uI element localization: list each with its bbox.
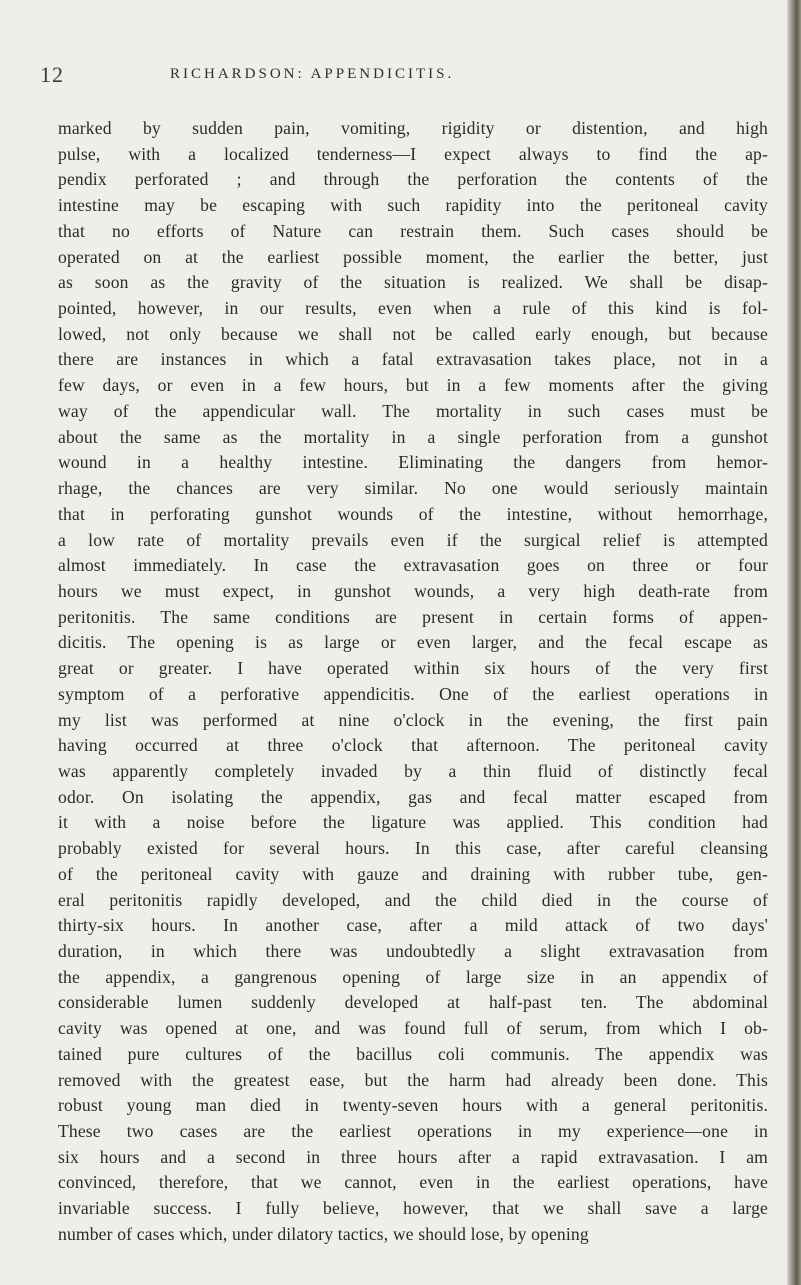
text-line: pulse, with a localized tenderness—I expect always to find the ap- [58,143,768,164]
text-line: that in perforating gunshot wounds of the intestine, without hemorrhage, [58,503,768,524]
text-line: These two cases are the earliest operations in my experience—one in [58,1121,768,1142]
text-line: was apparently completely invaded by a thin fluid of distinctly fecal [58,760,768,781]
text-line: peritonitis. The same conditions are present in certain forms of appen- [58,606,768,627]
text-line: convinced, therefore, that we cannot, even in the earliest operations, have [58,1172,768,1193]
text-line: a low rate of mortality prevails even if the surgical relief is attempted [58,529,768,550]
text-line: dicitis. The opening is as large or even larger, and the fecal escape as [58,632,768,653]
text-line: cavity was opened at one, and was found full of serum, from which I ob- [58,1018,768,1039]
text-line: wound in a healthy intestine. Eliminating the dangers from hemor- [58,452,768,473]
text-line: lowed, not only because we shall not be called early enough, but because [58,323,768,344]
text-line: pointed, however, in our results, even when a rule of this kind is fol- [58,298,768,319]
page-header [40,62,770,92]
text-line: the appendix, a gangrenous opening of large size in an appendix of [58,966,768,987]
text-line: almost immediately. In case the extravasation goes on three or four [58,555,768,576]
text-line: eral peritonitis rapidly developed, and the child died in the course of [58,889,768,910]
text-line: symptom of a perforative appendicitis. One of the earliest operations in [58,683,768,704]
page-number: 12 [40,62,64,87]
text-line: removed with the greatest ease, but the harm had already been done. This [58,1069,768,1090]
text-line: that no efforts of Nature can restrain them. Such cases should be [58,220,768,241]
text-line: invariable success. I fully believe, however, that we shall save a large [58,1198,768,1219]
text-line: thirty-six hours. In another case, after a mild attack of two days' [58,915,768,936]
text-line: way of the appendicular wall. The mortality in such cases must be [58,400,768,421]
body-text [58,116,768,1248]
text-line: probably existed for several hours. In this case, after careful cleansing [58,838,768,859]
text-line: it with a noise before the ligature was applied. This condition had [58,812,768,833]
text-line: about the same as the mortality in a single perforation from a gunshot [58,426,768,447]
running-head: RICHARDSON: APPENDICITIS. [170,66,455,82]
text-line: marked by sudden pain, vomiting, rigidity or distention, and high [58,118,768,138]
text-line: tained pure cultures of the bacillus coli communis. The appendix was [58,1043,768,1064]
text-line: there are instances in which a fatal extravasation takes place, not in a [58,349,768,370]
text-line: few days, or even in a few hours, but in a few moments after the giving [58,375,768,396]
text-line: odor. On isolating the appendix, gas and fecal matter escaped from [58,786,768,807]
text-line: robust young man died in twenty-seven hours with a general peritonitis. [58,1095,768,1116]
book-spine-edge [787,0,801,1285]
text-line: rhage, the chances are very similar. No one would seriously maintain [58,478,768,499]
text-line: as soon as the gravity of the situation is realized. We shall be disap- [58,272,768,293]
text-line: hours we must expect, in gunshot wounds, a very high death-rate from [58,580,768,601]
text-line: great or greater. I have operated within six hours of the very first [58,658,768,679]
text-line: six hours and a second in three hours after a rapid extravasation. I am [58,1146,768,1167]
text-line: operated on at the earliest possible moment, the earlier the better, just [58,246,768,267]
text-line: number of cases which, under dilatory tactics, we should lose, by opening [58,1223,589,1244]
text-line: of the peritoneal cavity with gauze and draining with rubber tube, gen- [58,863,768,884]
text-line: considerable lumen suddenly developed at half-past ten. The abdominal [58,992,768,1013]
text-line: having occurred at three o'clock that afternoon. The peritoneal cavity [58,735,768,756]
text-line: intestine may be escaping with such rapidity into the peritoneal cavity [58,195,768,216]
text-line: pendix perforated ; and through the perforation the contents of the [58,169,768,190]
text-line: duration, in which there was undoubtedly a slight extravasation from [58,941,768,961]
text-line: my list was performed at nine o'clock in the evening, the first pain [58,709,768,730]
